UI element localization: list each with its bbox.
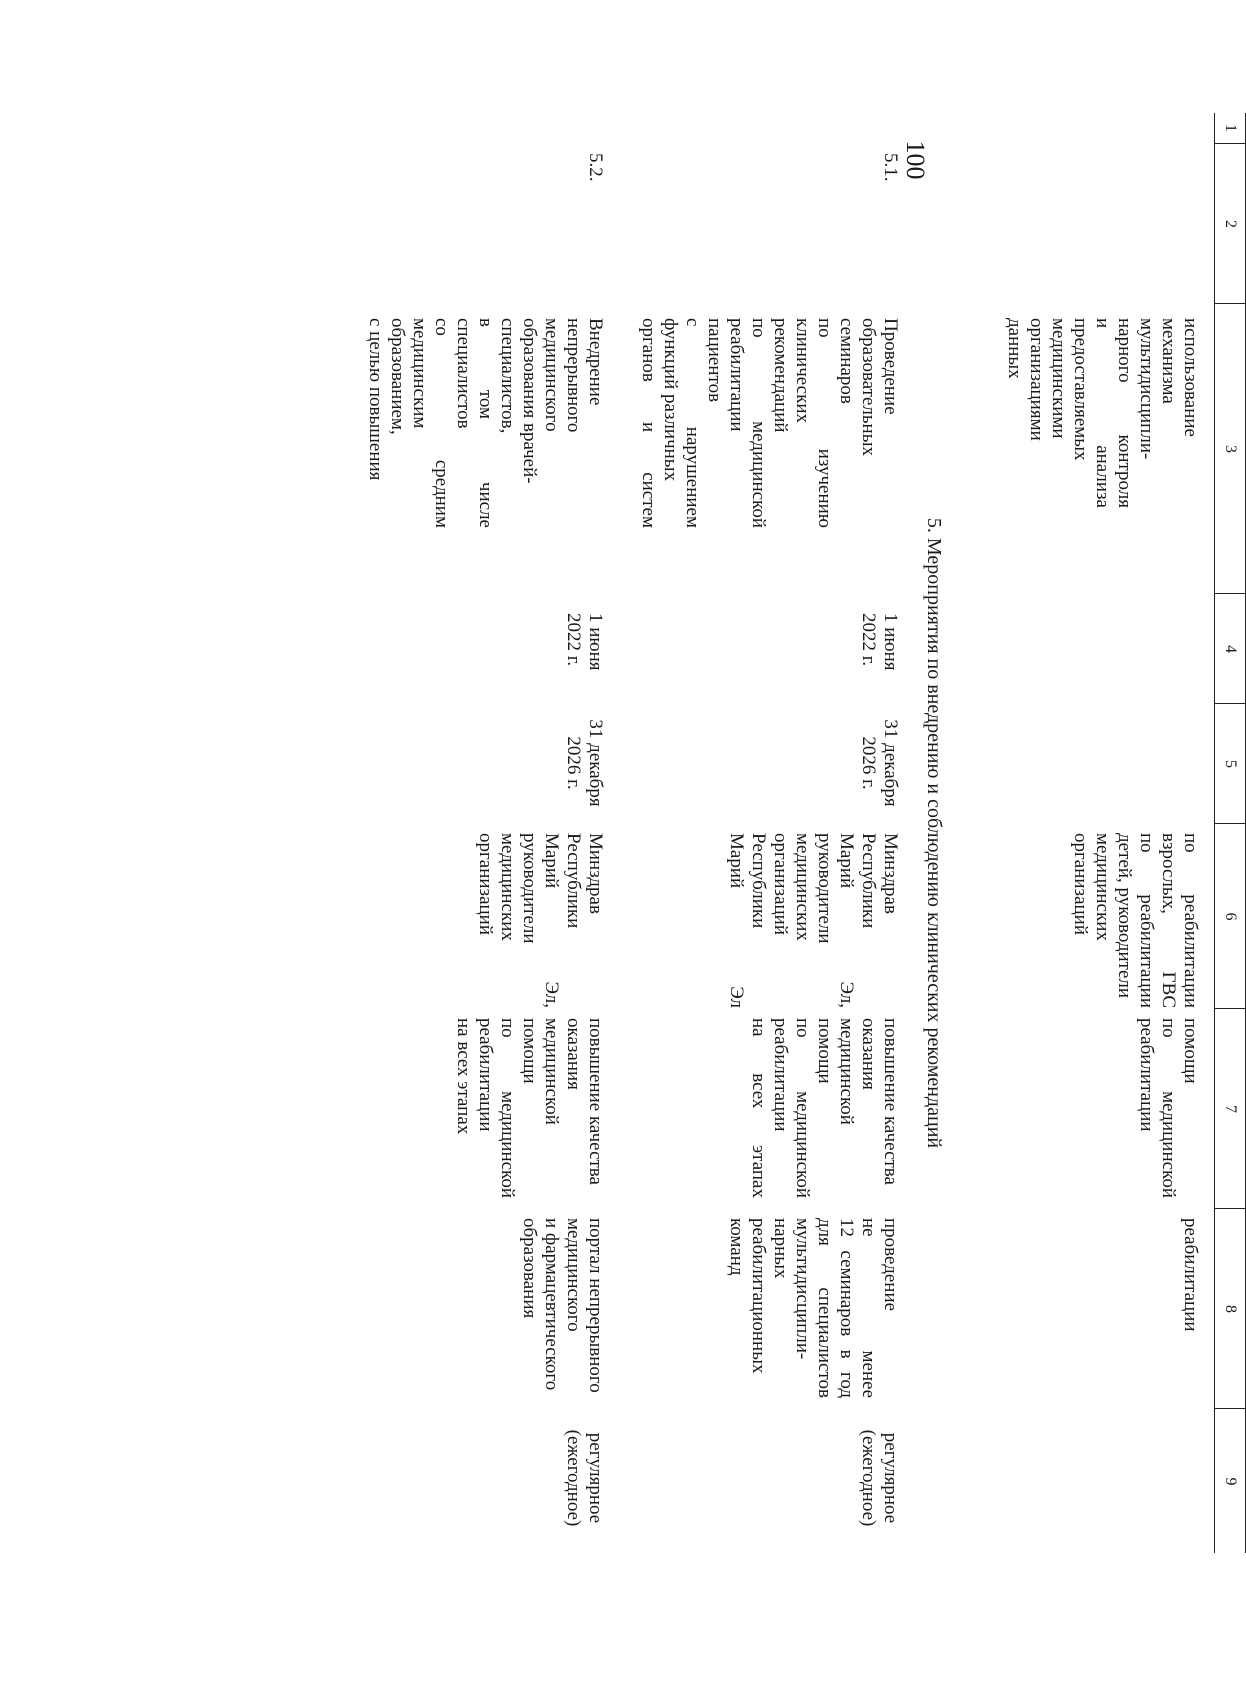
row-5-1-col6: Минздрав Республики Марий Эл, руководители медицинских организаций Республики Марий Эл xyxy=(726,833,901,1008)
row-number-5-2: 5.2. xyxy=(585,153,606,182)
column-header-5: 5 xyxy=(1215,703,1245,824)
row-5-2-col7: повышение качества оказания медицинской помощи по медицинской реабилитации на всех этапах xyxy=(453,1018,606,1198)
column-header-8: 8 xyxy=(1215,1208,1245,1409)
column-header-3: 3 xyxy=(1215,303,1245,594)
row-5-1-col8: проведение не менее 12 семинаров в год для специалистов мультидисципли- нарных реабилитационных команд xyxy=(726,1218,901,1398)
row-5-1-col7: повышение качества оказания медицинской помощи по медицинской реабилитации на всех этапах xyxy=(748,1018,901,1198)
row-5-1-start-date: 1 июня 2022 г. xyxy=(858,613,901,671)
row-5-2-col8: портал непрерывного медицинского и фармацевтического образования xyxy=(519,1218,606,1393)
column-number-header xyxy=(1214,113,1246,1553)
column-header-7: 7 xyxy=(1215,1008,1245,1209)
cont-col8: реабилитации xyxy=(1180,1218,1201,1332)
column-header-6: 6 xyxy=(1215,823,1245,1009)
cont-col7: помощи по медицинской реабилитации xyxy=(1136,1018,1201,1198)
cont-col3: использование механизма мультидисципли- нарного контроля и анализа предоставляемых медицинскими организациями данных xyxy=(1004,318,1201,508)
row-5-2-col9: регулярное (ежегодное) xyxy=(563,1429,606,1527)
column-header-1: 1 xyxy=(1222,124,1239,132)
row-5-1-end-date: 31 декабря 2026 г. xyxy=(858,719,901,807)
row-number-5-1: 5.1. xyxy=(880,153,901,182)
row-5-2-end-date: 31 декабря 2026 г. xyxy=(563,719,606,807)
row-5-1-col3: Проведение образовательных семинаров по изучению клинических рекомендаций по медицинской реабилитации пациентов с нарушением функций различных органов и систем xyxy=(638,318,901,528)
page-number: 100 xyxy=(901,140,930,180)
column-header-4: 4 xyxy=(1215,593,1245,704)
cont-col6: по реабилитации взрослых, ГВС по реабилитации детей, руководители медицинских организаций xyxy=(1070,833,1201,1008)
row-5-2-col3: Внедрение непрерывного медицинского образования врачей- специалистов, в том числе специалистов со средним медицинским образованием, с целью повышения xyxy=(365,318,606,528)
row-5-2-col6: Минздрав Республики Марий Эл, руководители медицинских организаций xyxy=(475,833,606,1008)
row-5-1-col9: регулярное (ежегодное) xyxy=(858,1429,901,1527)
column-header-2: 2 xyxy=(1215,143,1245,304)
row-5-2-start-date: 1 июня 2022 г. xyxy=(563,613,606,671)
rotated-table xyxy=(186,113,1246,1583)
section-title: 5. Мероприятия по внедрению и соблюдению клинических рекомендаций xyxy=(923,517,945,1149)
column-header-9: 9 xyxy=(1215,1408,1245,1554)
